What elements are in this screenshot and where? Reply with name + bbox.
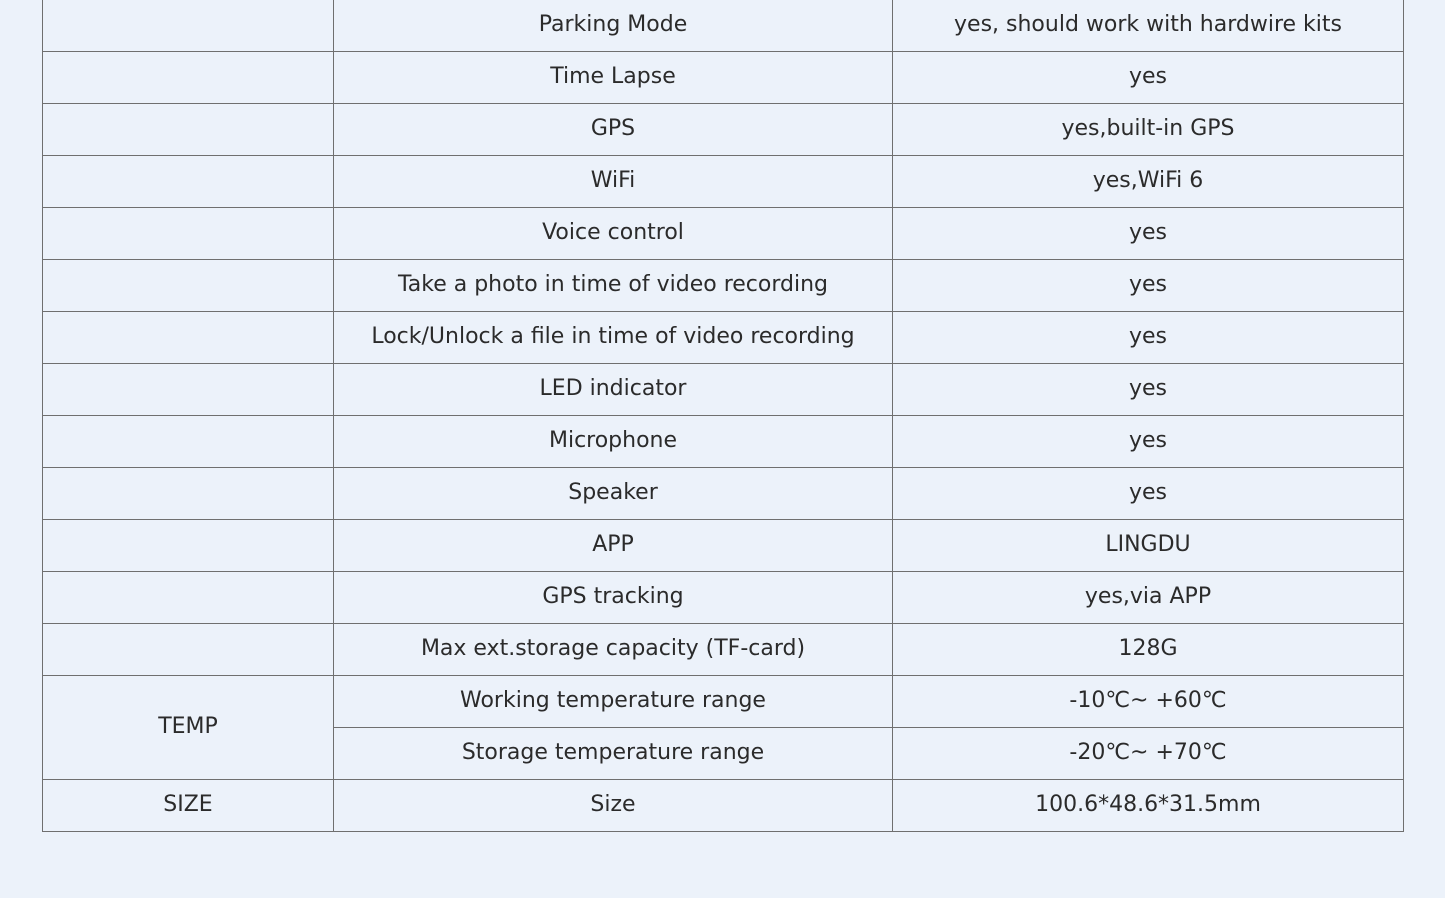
feature-cell: LED indicator — [334, 364, 893, 416]
table-row-size — [43, 780, 1404, 832]
feature-cell: Voice control — [334, 208, 893, 260]
category-cell — [43, 156, 334, 208]
value-cell: yes,via APP — [893, 572, 1404, 624]
value-cell: yes — [893, 416, 1404, 468]
category-cell — [43, 0, 334, 52]
category-cell-temp: TEMP — [43, 676, 334, 780]
table-row — [43, 208, 1404, 260]
feature-cell: Take a photo in time of video recording — [334, 260, 893, 312]
category-cell — [43, 364, 334, 416]
feature-cell: GPS tracking — [334, 572, 893, 624]
feature-cell: Max ext.storage capacity (TF-card) — [334, 624, 893, 676]
table-row — [43, 312, 1404, 364]
table-row — [43, 520, 1404, 572]
value-cell: yes — [893, 208, 1404, 260]
feature-cell: Microphone — [334, 416, 893, 468]
table-row — [43, 364, 1404, 416]
category-cell-size: SIZE — [43, 780, 334, 832]
category-cell — [43, 208, 334, 260]
value-cell: yes, should work with hardwire kits — [893, 0, 1404, 52]
feature-cell: APP — [334, 520, 893, 572]
table-row — [43, 416, 1404, 468]
category-cell — [43, 104, 334, 156]
category-cell — [43, 624, 334, 676]
value-cell: yes — [893, 260, 1404, 312]
feature-cell: Lock/Unlock a file in time of video recording — [334, 312, 893, 364]
table-row — [43, 52, 1404, 104]
table-row-temp — [43, 676, 1404, 728]
value-cell: yes — [893, 468, 1404, 520]
category-cell — [43, 260, 334, 312]
value-cell: -20℃~ +70℃ — [893, 728, 1404, 780]
feature-cell: Speaker — [334, 468, 893, 520]
value-cell: 128G — [893, 624, 1404, 676]
table-row — [43, 624, 1404, 676]
category-cell — [43, 520, 334, 572]
feature-cell: Time Lapse — [334, 52, 893, 104]
table-row — [43, 104, 1404, 156]
feature-cell: Storage temperature range — [334, 728, 893, 780]
table-row — [43, 572, 1404, 624]
spec-table — [42, 0, 1404, 832]
value-cell: -10℃~ +60℃ — [893, 676, 1404, 728]
value-cell: 100.6*48.6*31.5mm — [893, 780, 1404, 832]
table-row — [43, 260, 1404, 312]
feature-cell: WiFi — [334, 156, 893, 208]
category-cell — [43, 312, 334, 364]
feature-cell: Working temperature range — [334, 676, 893, 728]
table-row — [43, 468, 1404, 520]
value-cell: yes — [893, 52, 1404, 104]
category-cell — [43, 416, 334, 468]
feature-cell: Size — [334, 780, 893, 832]
feature-cell: GPS — [334, 104, 893, 156]
value-cell: yes,WiFi 6 — [893, 156, 1404, 208]
value-cell: yes,built-in GPS — [893, 104, 1404, 156]
value-cell: yes — [893, 364, 1404, 416]
table-row — [43, 0, 1404, 52]
value-cell: yes — [893, 312, 1404, 364]
table-row — [43, 156, 1404, 208]
category-cell — [43, 572, 334, 624]
feature-cell: Parking Mode — [334, 0, 893, 52]
category-cell — [43, 468, 334, 520]
category-cell — [43, 52, 334, 104]
value-cell: LINGDU — [893, 520, 1404, 572]
